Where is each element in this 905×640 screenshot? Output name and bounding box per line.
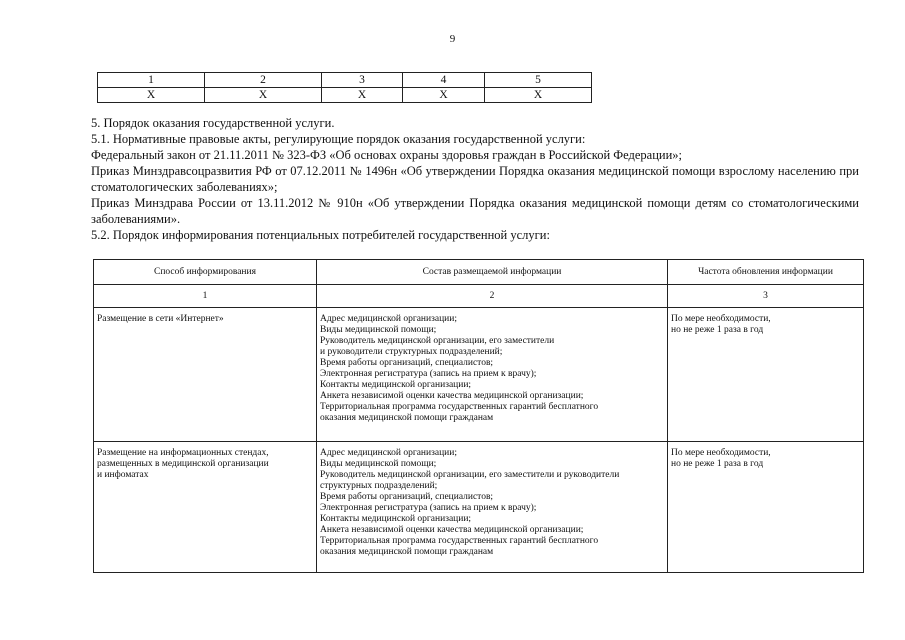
- cell-line: Контакты медицинской организации;: [320, 514, 472, 524]
- cell-line: Адрес медицинской организации;: [320, 314, 457, 324]
- cell-line: Руководитель медицинской организации, его заместители и руководители: [320, 470, 620, 480]
- column-number: 3: [668, 285, 864, 308]
- content-cell: [317, 308, 668, 442]
- cell-line: Анкета независимой оценки качества медицинской организации;: [320, 525, 584, 535]
- method-cell: [94, 308, 317, 442]
- cell-line: и руководители структурных подразделений;: [320, 347, 503, 357]
- cell-line: Адрес медицинской организации;: [320, 448, 457, 458]
- column-header: Способ информирования: [94, 260, 317, 285]
- table-row: [94, 442, 864, 573]
- table-cell: Х: [205, 88, 322, 103]
- column-header: Состав размещаемой информации: [317, 260, 668, 285]
- cell-line: Руководитель медицинской организации, его заместители: [320, 336, 555, 346]
- subsection-heading: 5.1. Нормативные правовые акты, регулирующие порядок оказания государственной услуги:: [91, 132, 586, 146]
- cell-line: Время работы организаций, специалистов;: [320, 358, 494, 368]
- cell-line: и инфоматах: [97, 470, 149, 480]
- info-table: [93, 259, 864, 573]
- cell-line: Виды медицинской помощи;: [320, 459, 437, 469]
- section-heading: 5. Порядок оказания государственной услуги.: [91, 116, 335, 130]
- cell-line: Электронная регистратура (запись на прием к врачу);: [320, 369, 537, 379]
- cell-line: Время работы организаций, специалистов;: [320, 492, 494, 502]
- cell-line: Электронная регистратура (запись на прием к врачу);: [320, 503, 537, 513]
- table-cell: Х: [322, 88, 403, 103]
- cell-line: Размещение в сети «Интернет»: [97, 314, 224, 324]
- cell-line: Размещение на информационных стендах,: [97, 448, 269, 458]
- cell-line: но не реже 1 раза в год: [671, 459, 764, 469]
- section-text: [91, 115, 859, 243]
- page-number: 9: [449, 33, 456, 45]
- content-cell: [317, 442, 668, 573]
- cell-line: Виды медицинской помощи;: [320, 325, 437, 335]
- table-cell: 4: [403, 73, 485, 88]
- table-cell: Х: [98, 88, 205, 103]
- cell-line: По мере необходимости,: [671, 314, 771, 324]
- cell-line: оказания медицинской помощи гражданам: [320, 413, 494, 423]
- cell-line: Контакты медицинской организации;: [320, 380, 472, 390]
- frequency-cell: [668, 308, 864, 442]
- info-table-header-row: [94, 260, 864, 285]
- subsection-heading: 5.2. Порядок информирования потенциальных потребителей государственной услуги:: [91, 228, 550, 242]
- cell-line: структурных подразделений;: [320, 481, 438, 491]
- cell-line: Анкета независимой оценки качества медицинской организации;: [320, 391, 584, 401]
- column-number: 1: [94, 285, 317, 308]
- column-header: Частота обновления информации: [668, 260, 864, 285]
- top-table-row: [98, 88, 592, 103]
- cell-line: По мере необходимости,: [671, 448, 771, 458]
- table-cell: Х: [403, 88, 485, 103]
- table-cell: Х: [485, 88, 592, 103]
- legal-act: Приказ Минздрава России от 13.11.2012 № 910н «Об утверждении Порядка оказания медицинской помощи детям со стоматологическими заболеваниями».: [91, 196, 859, 226]
- cell-line: размещенных в медицинской организации: [97, 459, 269, 469]
- table-cell: 1: [98, 73, 205, 88]
- cell-line: оказания медицинской помощи гражданам: [320, 547, 494, 557]
- method-cell: [94, 442, 317, 573]
- legal-act: Приказ Минздравсоцразвития РФ от 07.12.2011 № 1496н «Об утверждении Порядка оказания медицинской помощи взрослому населению при стоматологических заболеваниях»;: [91, 164, 859, 194]
- top-table: [97, 72, 592, 103]
- top-table-header-row: [98, 73, 592, 88]
- cell-line: но не реже 1 раза в год: [671, 325, 764, 335]
- cell-line: Территориальная программа государственных гарантий бесплатного: [320, 536, 599, 546]
- legal-act: Федеральный закон от 21.11.2011 № 323-ФЗ «Об основах охраны здоровья граждан в Российской Федерации»;: [91, 148, 683, 162]
- table-cell: 5: [485, 73, 592, 88]
- column-number: 2: [317, 285, 668, 308]
- info-table-number-row: [94, 285, 864, 308]
- cell-line: Территориальная программа государственных гарантий бесплатного: [320, 402, 599, 412]
- table-cell: 3: [322, 73, 403, 88]
- table-cell: 2: [205, 73, 322, 88]
- frequency-cell: [668, 442, 864, 573]
- table-row: [94, 308, 864, 442]
